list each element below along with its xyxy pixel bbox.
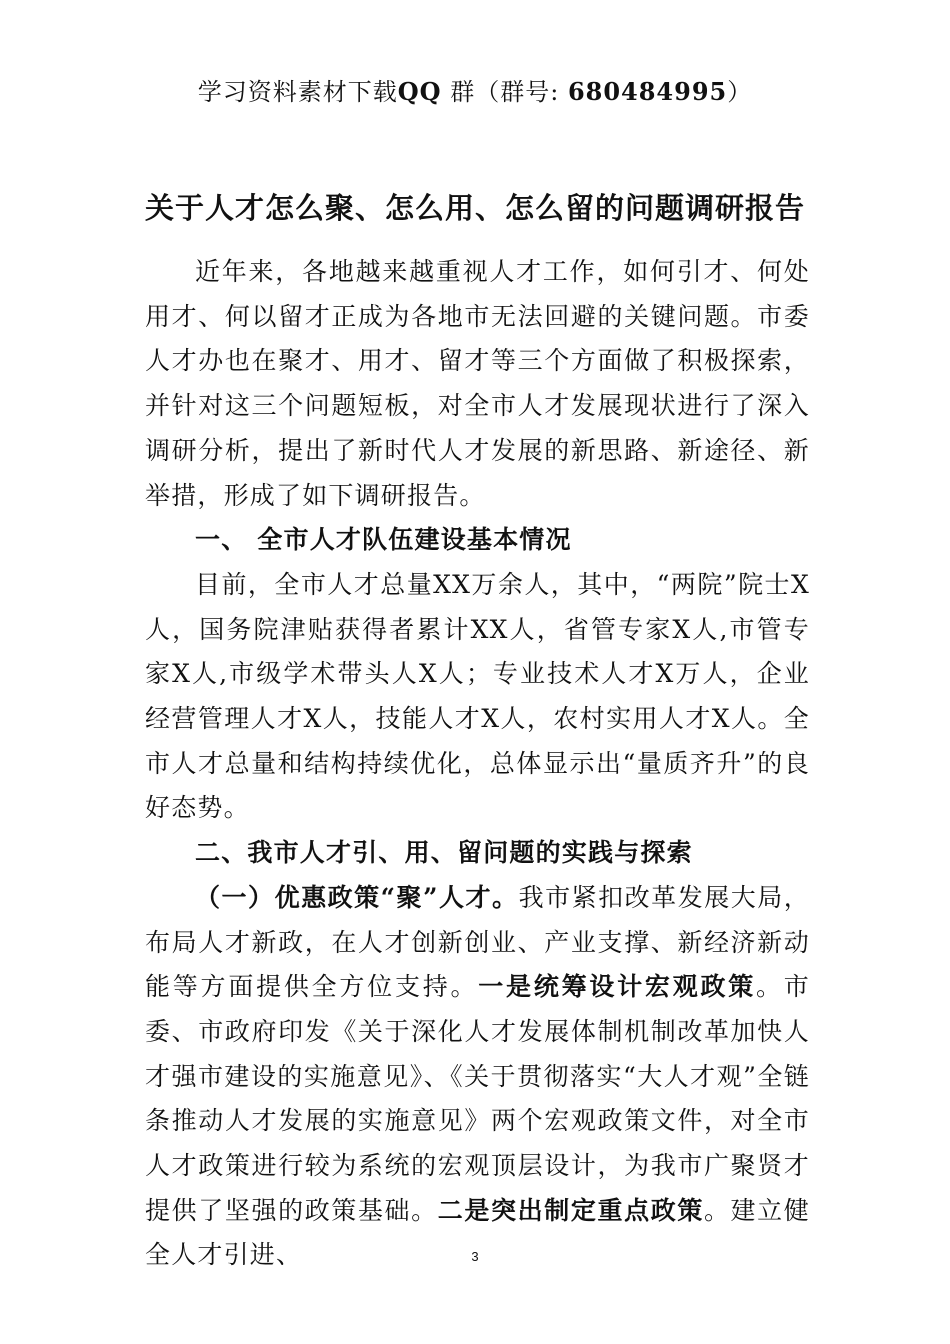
point1-text: 。市委、市政府印发《关于深化人才发展体制机制改革加快人才强市建设的实施意见》、《关于贯彻落实“大人才观”全链条推动人才发展的实施意见》两个宏观政策文件，对全市人才政策进行较为系统的宏观顶层设计，为我市广聚贤才提供了坚强的政策基础。 bbox=[145, 972, 810, 1225]
header-number: 680484995 bbox=[567, 77, 728, 106]
subsection1-text: 我市紧扣改革发展大局，布局人才新政，在人才创新创业、产业支撑、新经济新动能等方面提供全方位支持。 bbox=[145, 882, 810, 1002]
section2-paragraph bbox=[145, 876, 810, 1278]
point2-title: 二是突出制定重点政策 bbox=[437, 1195, 704, 1225]
header-suffix: ） bbox=[727, 78, 753, 106]
point2-text: 。建立健全人才引进、 bbox=[145, 1195, 810, 1270]
section1-heading: 一、 全市人才队伍建设基本情况 bbox=[195, 525, 572, 555]
document-body bbox=[145, 250, 810, 1278]
section2-heading: 二、我市人才引、用、留问题的实践与探索 bbox=[195, 838, 693, 868]
section1-paragraph: 目前，全市人才总量XX万余人，其中，“两院”院士X人，国务院津贴获得者累计XX人，省管专家X人,市管专家X人,市级学术带头人X人；专业技术人才X万人，企业经营管理人才X人，技能人才X人，农村实用人才X人。全市人才总量和结构持续优化，总体显示出“量质齐升”的良好态势。 bbox=[145, 569, 810, 823]
header-prefix: 学习资料素材下载 bbox=[197, 78, 398, 106]
header-banner bbox=[0, 72, 950, 107]
header-middle: 群（群号: bbox=[441, 78, 560, 106]
header-qq: QQ bbox=[397, 77, 442, 106]
intro-paragraph: 近年来，各地越来越重视人才工作，如何引才、何处用才、何以留才正成为各地市无法回避的关键问题。市委人才办也在聚才、用才、留才等三个方面做了积极探索，并针对这三个问题短板，对全市人才发展现状进行了深入调研分析，提出了新时代人才发展的新思路、新途径、新举措，形成了如下调研报告。 bbox=[145, 257, 810, 510]
document-title: 关于人才怎么聚、怎么用、怎么留的问题调研报告 bbox=[144, 191, 805, 225]
subsection1-title: （一）优惠政策“聚”人才。 bbox=[195, 882, 519, 912]
point1-title: 一是统筹设计宏观政策 bbox=[478, 972, 757, 1002]
page-number: 3 bbox=[471, 1249, 479, 1264]
